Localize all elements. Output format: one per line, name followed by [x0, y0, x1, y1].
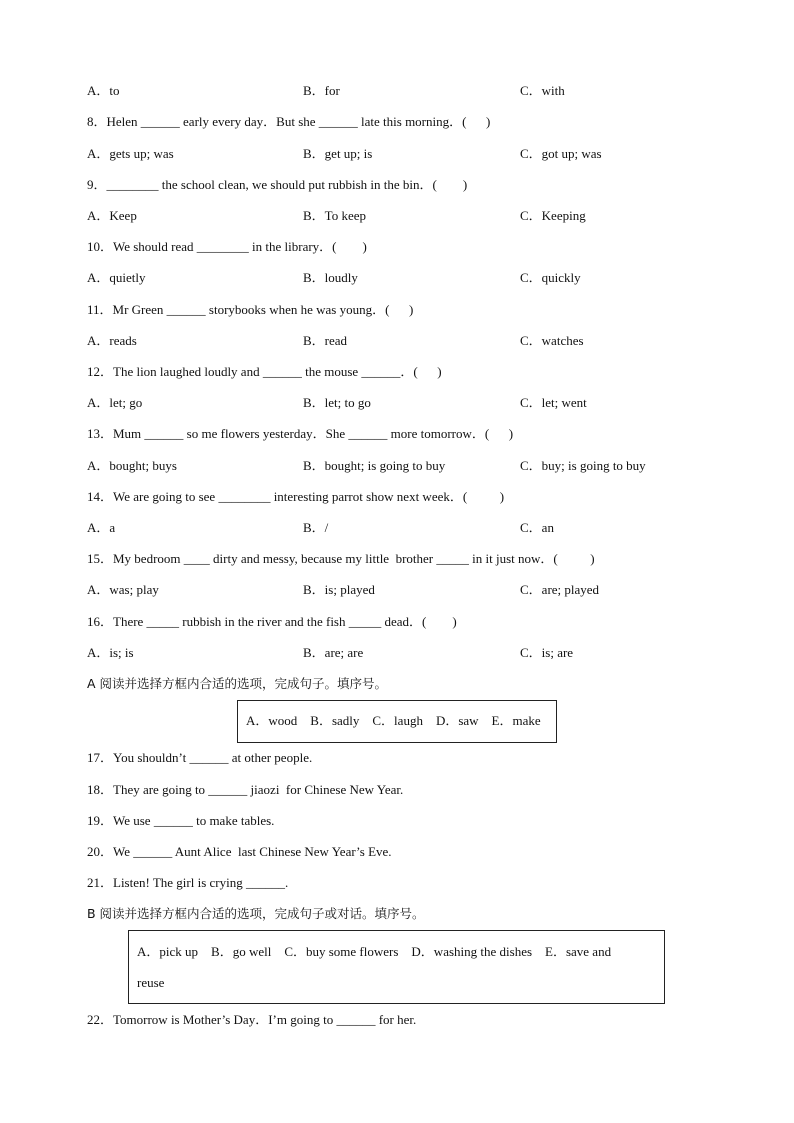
question-10-stem: 10．We should read ________ in the library．( )	[87, 239, 367, 254]
option-b: B．is; played	[303, 582, 375, 597]
option-c: C．an	[520, 520, 554, 535]
option-a: A．let; go	[87, 395, 143, 410]
option-a: A．bought; buys	[87, 458, 177, 473]
option-c: C．Keeping	[520, 208, 586, 223]
option-b: B．for	[303, 83, 340, 98]
question-15-stem: 15．My bedroom ____ dirty and messy, because my little brother _____ in it just now．( )	[87, 551, 595, 566]
section-b-word-box-line-1: A．pick up B．go well C．buy some flowers D．washing the dishes E．save and	[137, 944, 612, 959]
option-a: A．to	[87, 83, 120, 98]
question-11-options	[87, 332, 727, 350]
question-19: 19．We use ______ to make tables.	[87, 813, 275, 828]
option-b: B．let; to go	[303, 395, 371, 410]
option-c: C．let; went	[520, 395, 587, 410]
section-a-word-box-text: A．wood B．sadly C．laugh D．saw E．make	[246, 713, 541, 728]
option-a: A．Keep	[87, 208, 137, 223]
option-a: A．gets up; was	[87, 146, 174, 161]
option-c: C．buy; is going to buy	[520, 458, 646, 473]
option-c: C．watches	[520, 333, 584, 348]
option-a: A．is; is	[87, 645, 134, 660]
section-b-word-box	[128, 930, 665, 1004]
question-10-options	[87, 269, 727, 287]
question-13-stem: 13．Mum ______ so me flowers yesterday．She ______ more tomorrow．( )	[87, 426, 514, 441]
section-a-word-box	[237, 700, 557, 743]
question-11-stem: 11．Mr Green ______ storybooks when he was young．( )	[87, 302, 414, 317]
option-b: B．read	[303, 333, 348, 348]
section-a-title: A 阅读并选择方框内合适的选项，完成句子。填序号。	[87, 676, 388, 691]
question-8-options	[87, 145, 727, 163]
option-b: B．bought; is going to buy	[303, 458, 446, 473]
question-16-stem: 16．There _____ rubbish in the river and the fish _____ dead．( )	[87, 614, 457, 629]
option-b: B．are; are	[303, 645, 364, 660]
question-16-options	[87, 644, 727, 662]
option-a: A．a	[87, 520, 116, 535]
option-b: B．/	[303, 520, 329, 535]
question-9-options	[87, 207, 727, 225]
question-7-options	[87, 82, 727, 100]
option-c: C．with	[520, 83, 565, 98]
option-b: B．loudly	[303, 270, 358, 285]
option-b: B．get up; is	[303, 146, 373, 161]
question-21: 21．Listen! The girl is crying ______.	[87, 875, 289, 890]
question-13-options	[87, 457, 727, 475]
option-b: B．To keep	[303, 208, 366, 223]
section-b-word-box-line-2: reuse	[137, 975, 165, 990]
question-15-options	[87, 581, 727, 599]
question-14-stem: 14．We are going to see ________ interesting parrot show next week．( )	[87, 489, 505, 504]
option-c: C．are; played	[520, 582, 600, 597]
option-a: A．reads	[87, 333, 137, 348]
question-20: 20．We ______ Aunt Alice last Chinese New Year’s Eve.	[87, 844, 392, 859]
question-9-stem: 9．________ the school clean, we should put rubbish in the bin．( )	[87, 177, 468, 192]
question-14-options	[87, 519, 727, 537]
option-c: C．got up; was	[520, 146, 602, 161]
question-12-stem: 12．The lion laughed loudly and ______ the mouse ______．( )	[87, 364, 442, 379]
section-b-title: B 阅读并选择方框内合适的选项，完成句子或对话。填序号。	[87, 906, 425, 921]
question-22: 22．Tomorrow is Mother’s Day．I’m going to ______ for her.	[87, 1012, 417, 1027]
question-17: 17．You shouldn’t ______ at other people.	[87, 750, 313, 765]
option-c: C．is; are	[520, 645, 574, 660]
question-18: 18．They are going to ______ jiaozi for Chinese New Year.	[87, 782, 404, 797]
option-c: C．quickly	[520, 270, 581, 285]
question-12-options	[87, 394, 727, 412]
option-a: A．was; play	[87, 582, 159, 597]
question-8-stem: 8．Helen ______ early every day．But she ______ late this morning．( )	[87, 114, 491, 129]
option-a: A．quietly	[87, 270, 146, 285]
